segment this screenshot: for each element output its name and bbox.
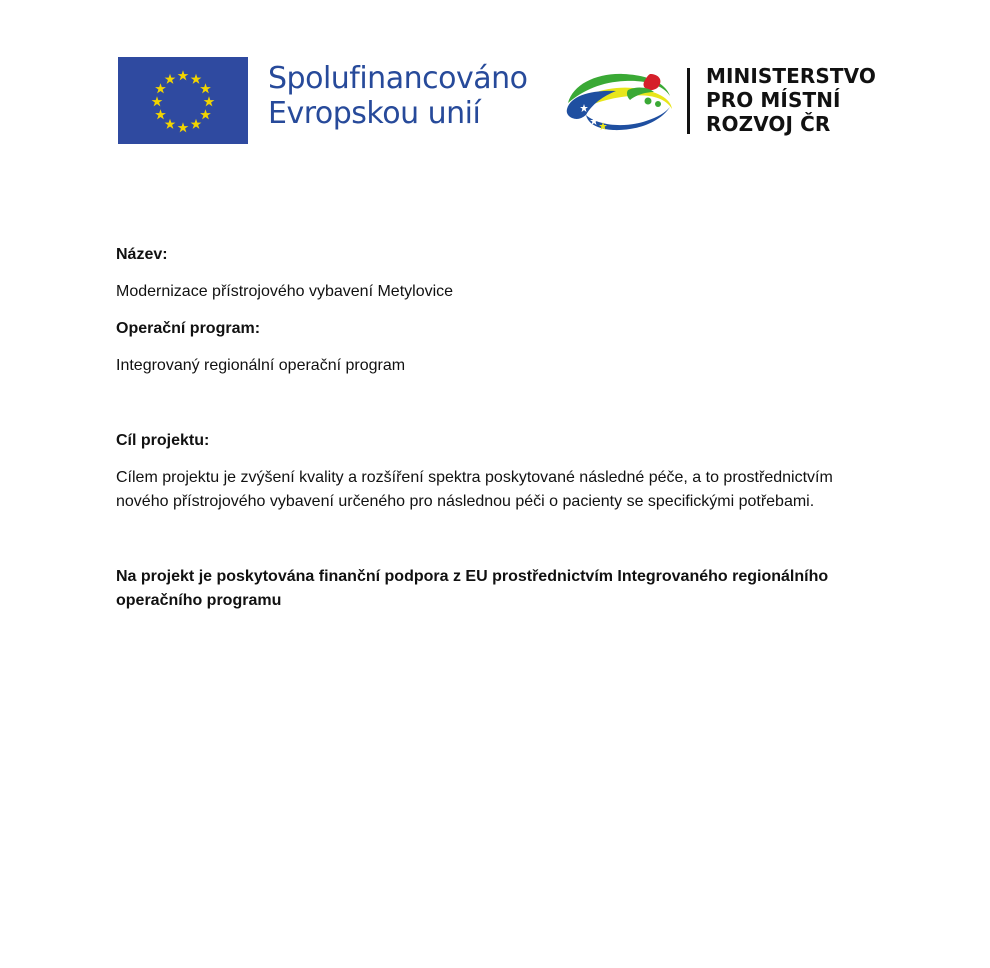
eu-cofinanced-label	[268, 61, 538, 131]
project-name-value: Modernizace přístrojového vybavení Metylovice	[116, 283, 454, 300]
project-name-label: Název:	[116, 246, 168, 263]
eu-label-line-1: Spolufinancováno	[268, 61, 528, 96]
eu-label-line-2: Evropskou unií	[268, 96, 481, 131]
ministry-label-line-1: MINISTERSTVO	[706, 64, 877, 88]
ministry-label-line-3: ROZVOJ ČR	[706, 112, 831, 136]
spacer	[116, 267, 876, 280]
project-goal-label: Cíl projektu:	[116, 432, 210, 449]
mmr-emblem-icon	[564, 70, 674, 134]
project-goal-line-1: Cílem projektu je zvýšení kvality a rozšíření spektra poskytované následné péče, a to prostřednictvím	[116, 469, 833, 486]
eu-support-line-2: operačního programu	[116, 592, 282, 609]
logo-divider	[687, 68, 690, 134]
project-goal-line-2: nového přístrojového vybavení určeného pro následnou péči o pacienty se specifickými potřebami.	[116, 493, 815, 510]
logo-header	[0, 0, 990, 160]
spacer	[116, 378, 876, 429]
spacer	[116, 453, 876, 466]
spacer	[116, 341, 876, 354]
program-label: Operační program:	[116, 320, 261, 337]
eu-flag-icon	[118, 57, 248, 144]
spacer	[116, 514, 876, 565]
ministry-label	[706, 64, 881, 136]
program-value: Integrovaný regionální operační program	[116, 357, 406, 374]
spacer	[116, 304, 876, 317]
project-info	[116, 243, 876, 613]
eu-support-line-1: Na projekt je poskytována finanční podpora z EU prostřednictvím Integrovaného regionálního	[116, 568, 829, 585]
ministry-label-line-2: PRO MÍSTNÍ	[706, 88, 841, 112]
